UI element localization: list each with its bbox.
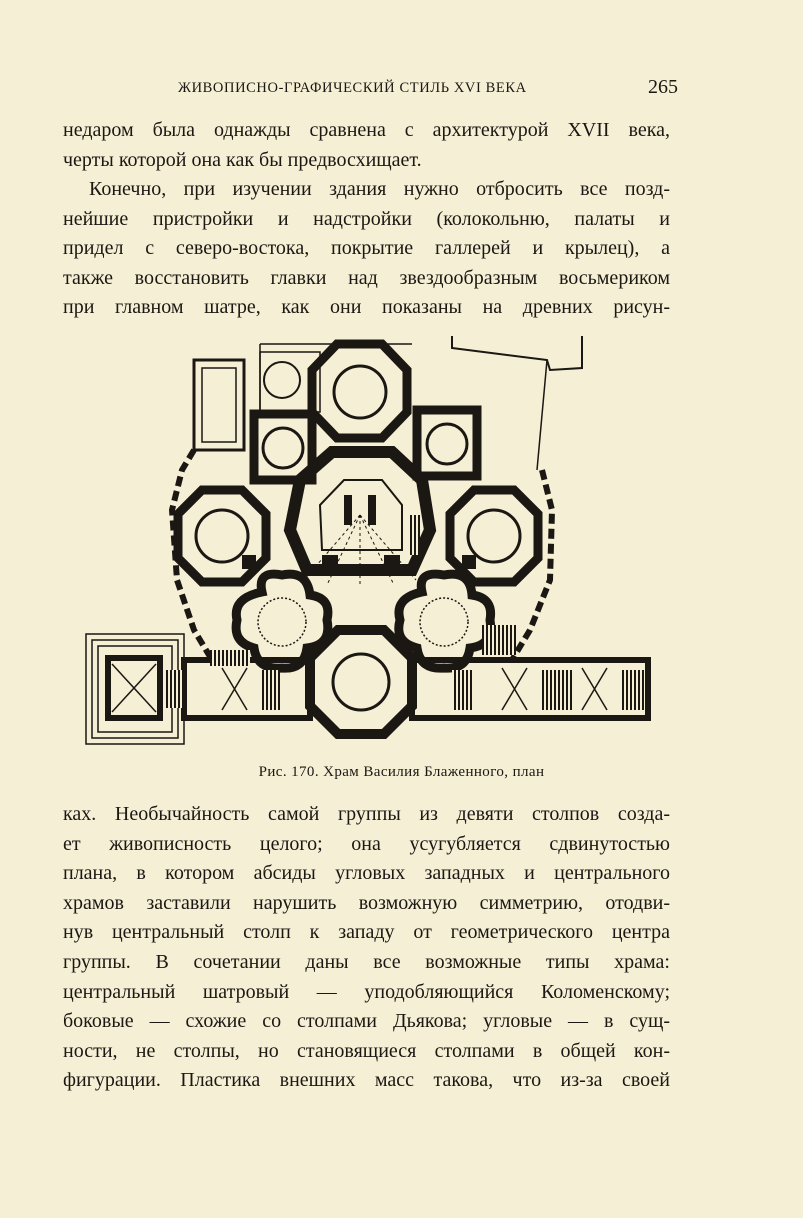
text-line: ности, не столпы, но становящиеся столпами в общей кон- — [63, 1039, 670, 1062]
text-line: ет живописность целого; она усугубляется сдвинутостью — [63, 832, 670, 855]
text-line: плана, в котором абсиды угловых западных и центрального — [63, 862, 670, 885]
paragraph-description — [63, 800, 670, 1096]
paragraph-reconstruction — [63, 175, 670, 323]
floor-plan-figure — [82, 330, 672, 750]
text-line: фигурации. Пластика внешних масс такова, что из-за своей — [63, 1069, 670, 1092]
text-line: черты которой она как бы предвосхищает. — [63, 148, 422, 171]
text-line: Конечно, при изучении здания нужно отбросить все позд- — [89, 178, 670, 200]
page-number: 265 — [648, 76, 678, 98]
text-line: недаром была однажды сравнена с архитектурой XVII века, — [63, 119, 670, 141]
text-line: также восстановить главки над звездообразным восьмериком — [63, 266, 670, 289]
figure-caption: Рис. 170. Храм Василия Блаженного, план — [258, 764, 545, 780]
text-line: придел с северо-востока, покрытие галлерей и крылец), а — [63, 237, 670, 260]
text-line: нейшие пристройки и надстройки (колокольню, палаты и — [63, 207, 670, 230]
text-line: ках. Необычайность самой группы из девяти столпов созда- — [63, 803, 670, 825]
paragraph-continued — [63, 116, 670, 175]
text-line: нув центральный столп к западу от геометрического центра — [63, 921, 670, 944]
running-head: ЖИВОПИСНО-ГРАФИЧЕСКИЙ СТИЛЬ XVI ВЕКА — [178, 80, 527, 96]
text-line: группы. В сочетании даны все возможные типы храма: — [63, 950, 670, 973]
text-line: боковые — схожие со столпами Дьякова; угловые — в сущ- — [63, 1010, 670, 1033]
page-header — [178, 76, 678, 100]
text-line: центральный шатровый — уподобляющийся Коломенскому; — [63, 980, 670, 1003]
text-line: храмов заставили нарушить возможную симметрию, отодви- — [63, 891, 670, 914]
text-line: при главном шатре, как они показаны на древних рисун- — [63, 296, 670, 319]
